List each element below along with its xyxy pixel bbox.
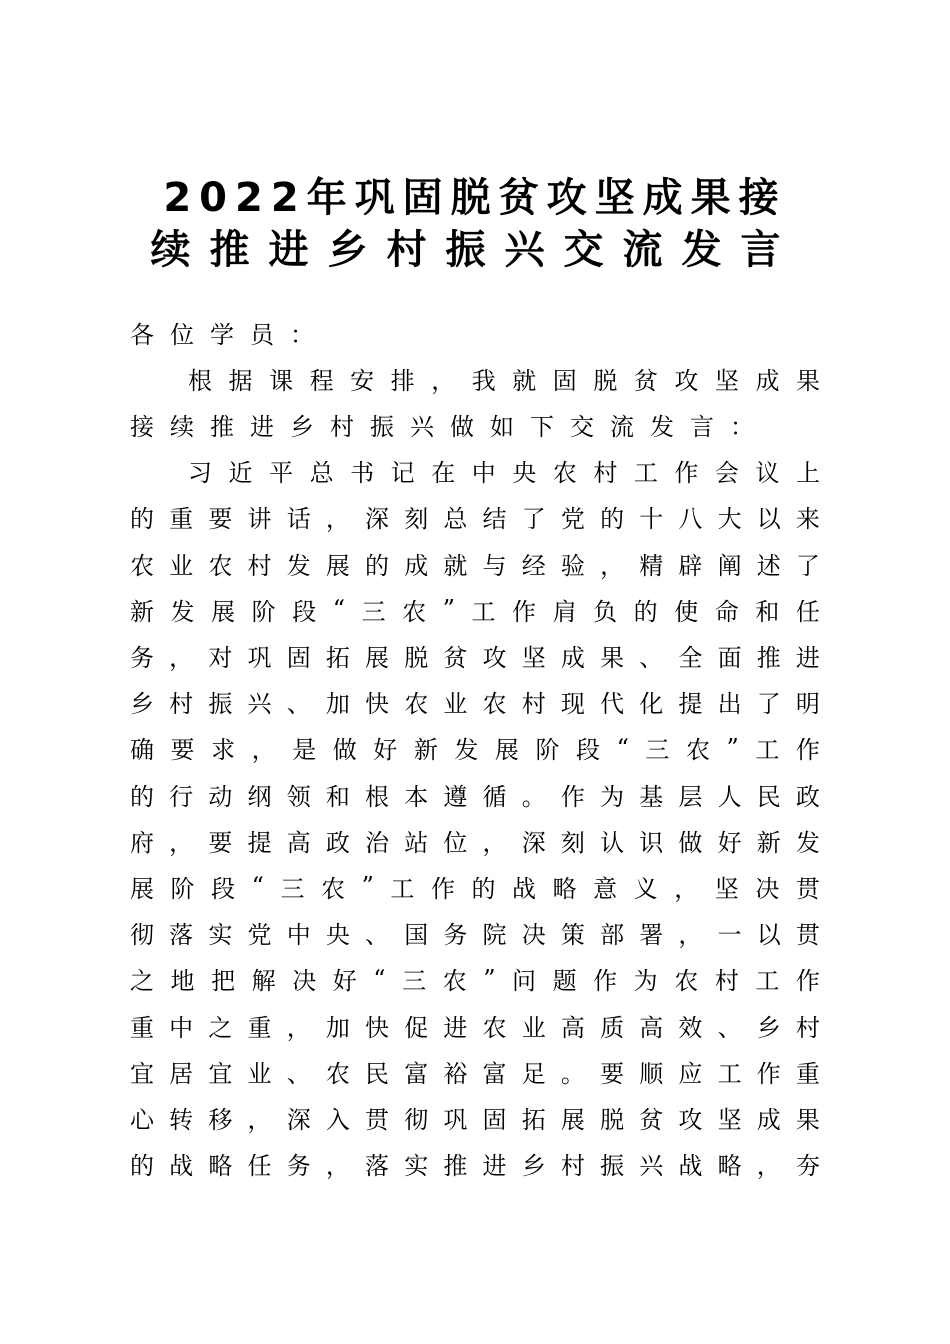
body-line: 展 阶 段 “ 三 农 ” 工 作 的 战 略 意 义 ， 坚 决 贯 [130, 872, 820, 903]
body-line: 各 位 学 员 ： [130, 320, 314, 349]
body-line: 习 近 平 总 书 记 在 中 央 农 村 工 作 会 议 上 [188, 459, 820, 488]
body-line: 彻 落 实 党 中 央 、 国 务 院 决 策 部 署 ， 一 以 贯 [130, 921, 820, 950]
body-line: 的 行 动 纲 领 和 根 本 遵 循 。 作 为 基 层 人 民 政 [130, 782, 820, 811]
body-line: 的 战 略 任 务 ， 落 实 推 进 乡 村 振 兴 战 略 ， 夯 [130, 1152, 820, 1181]
body-line: 新 发 展 阶 段 “ 三 农 ” 工 作 肩 负 的 使 命 和 任 [130, 595, 820, 626]
body-line: 根 据 课 程 安 排 ， 我 就 固 脱 贫 攻 坚 成 果 [188, 366, 820, 395]
document-title-line-1: 2022年巩固脱贫攻坚成果接 [163, 175, 787, 221]
body-line: 宜 居 宜 业 、 农 民 富 裕 富 足 。 要 顺 应 工 作 重 [130, 1059, 820, 1088]
body-line: 的 重 要 讲 话 ， 深 刻 总 结 了 党 的 十 八 大 以 来 [130, 505, 820, 534]
body-line: 务 ， 对 巩 固 拓 展 脱 贫 攻 坚 成 果 、 全 面 推 进 [130, 643, 820, 672]
body-line: 心 转 移 ， 深 入 贯 彻 巩 固 拓 展 脱 贫 攻 坚 成 果 [130, 1105, 820, 1134]
body-line: 重 中 之 重 ， 加 快 促 进 农 业 高 质 高 效 、 乡 村 [130, 1013, 820, 1042]
document-title-line-2: 续推进乡村振兴交流发言 [150, 227, 800, 273]
body-line: 乡 村 振 兴 、 加 快 农 业 农 村 现 代 化 提 出 了 明 [130, 690, 820, 719]
body-line: 府 ， 要 提 高 政 治 站 位 ， 深 刻 认 识 做 好 新 发 [130, 828, 820, 857]
body-line: 确 要 求 ， 是 做 好 新 发 展 阶 段 “ 三 农 ” 工 作 [130, 733, 820, 765]
body-line: 之 地 把 解 决 好 “ 三 农 ” 问 题 作 为 农 村 工 作 [130, 964, 820, 996]
body-line: 接 续 推 进 乡 村 振 兴 做 如 下 交 流 发 言 ： [130, 412, 754, 441]
body-line: 农 业 农 村 发 展 的 成 就 与 经 验 ， 精 辟 阐 述 了 [130, 551, 820, 580]
